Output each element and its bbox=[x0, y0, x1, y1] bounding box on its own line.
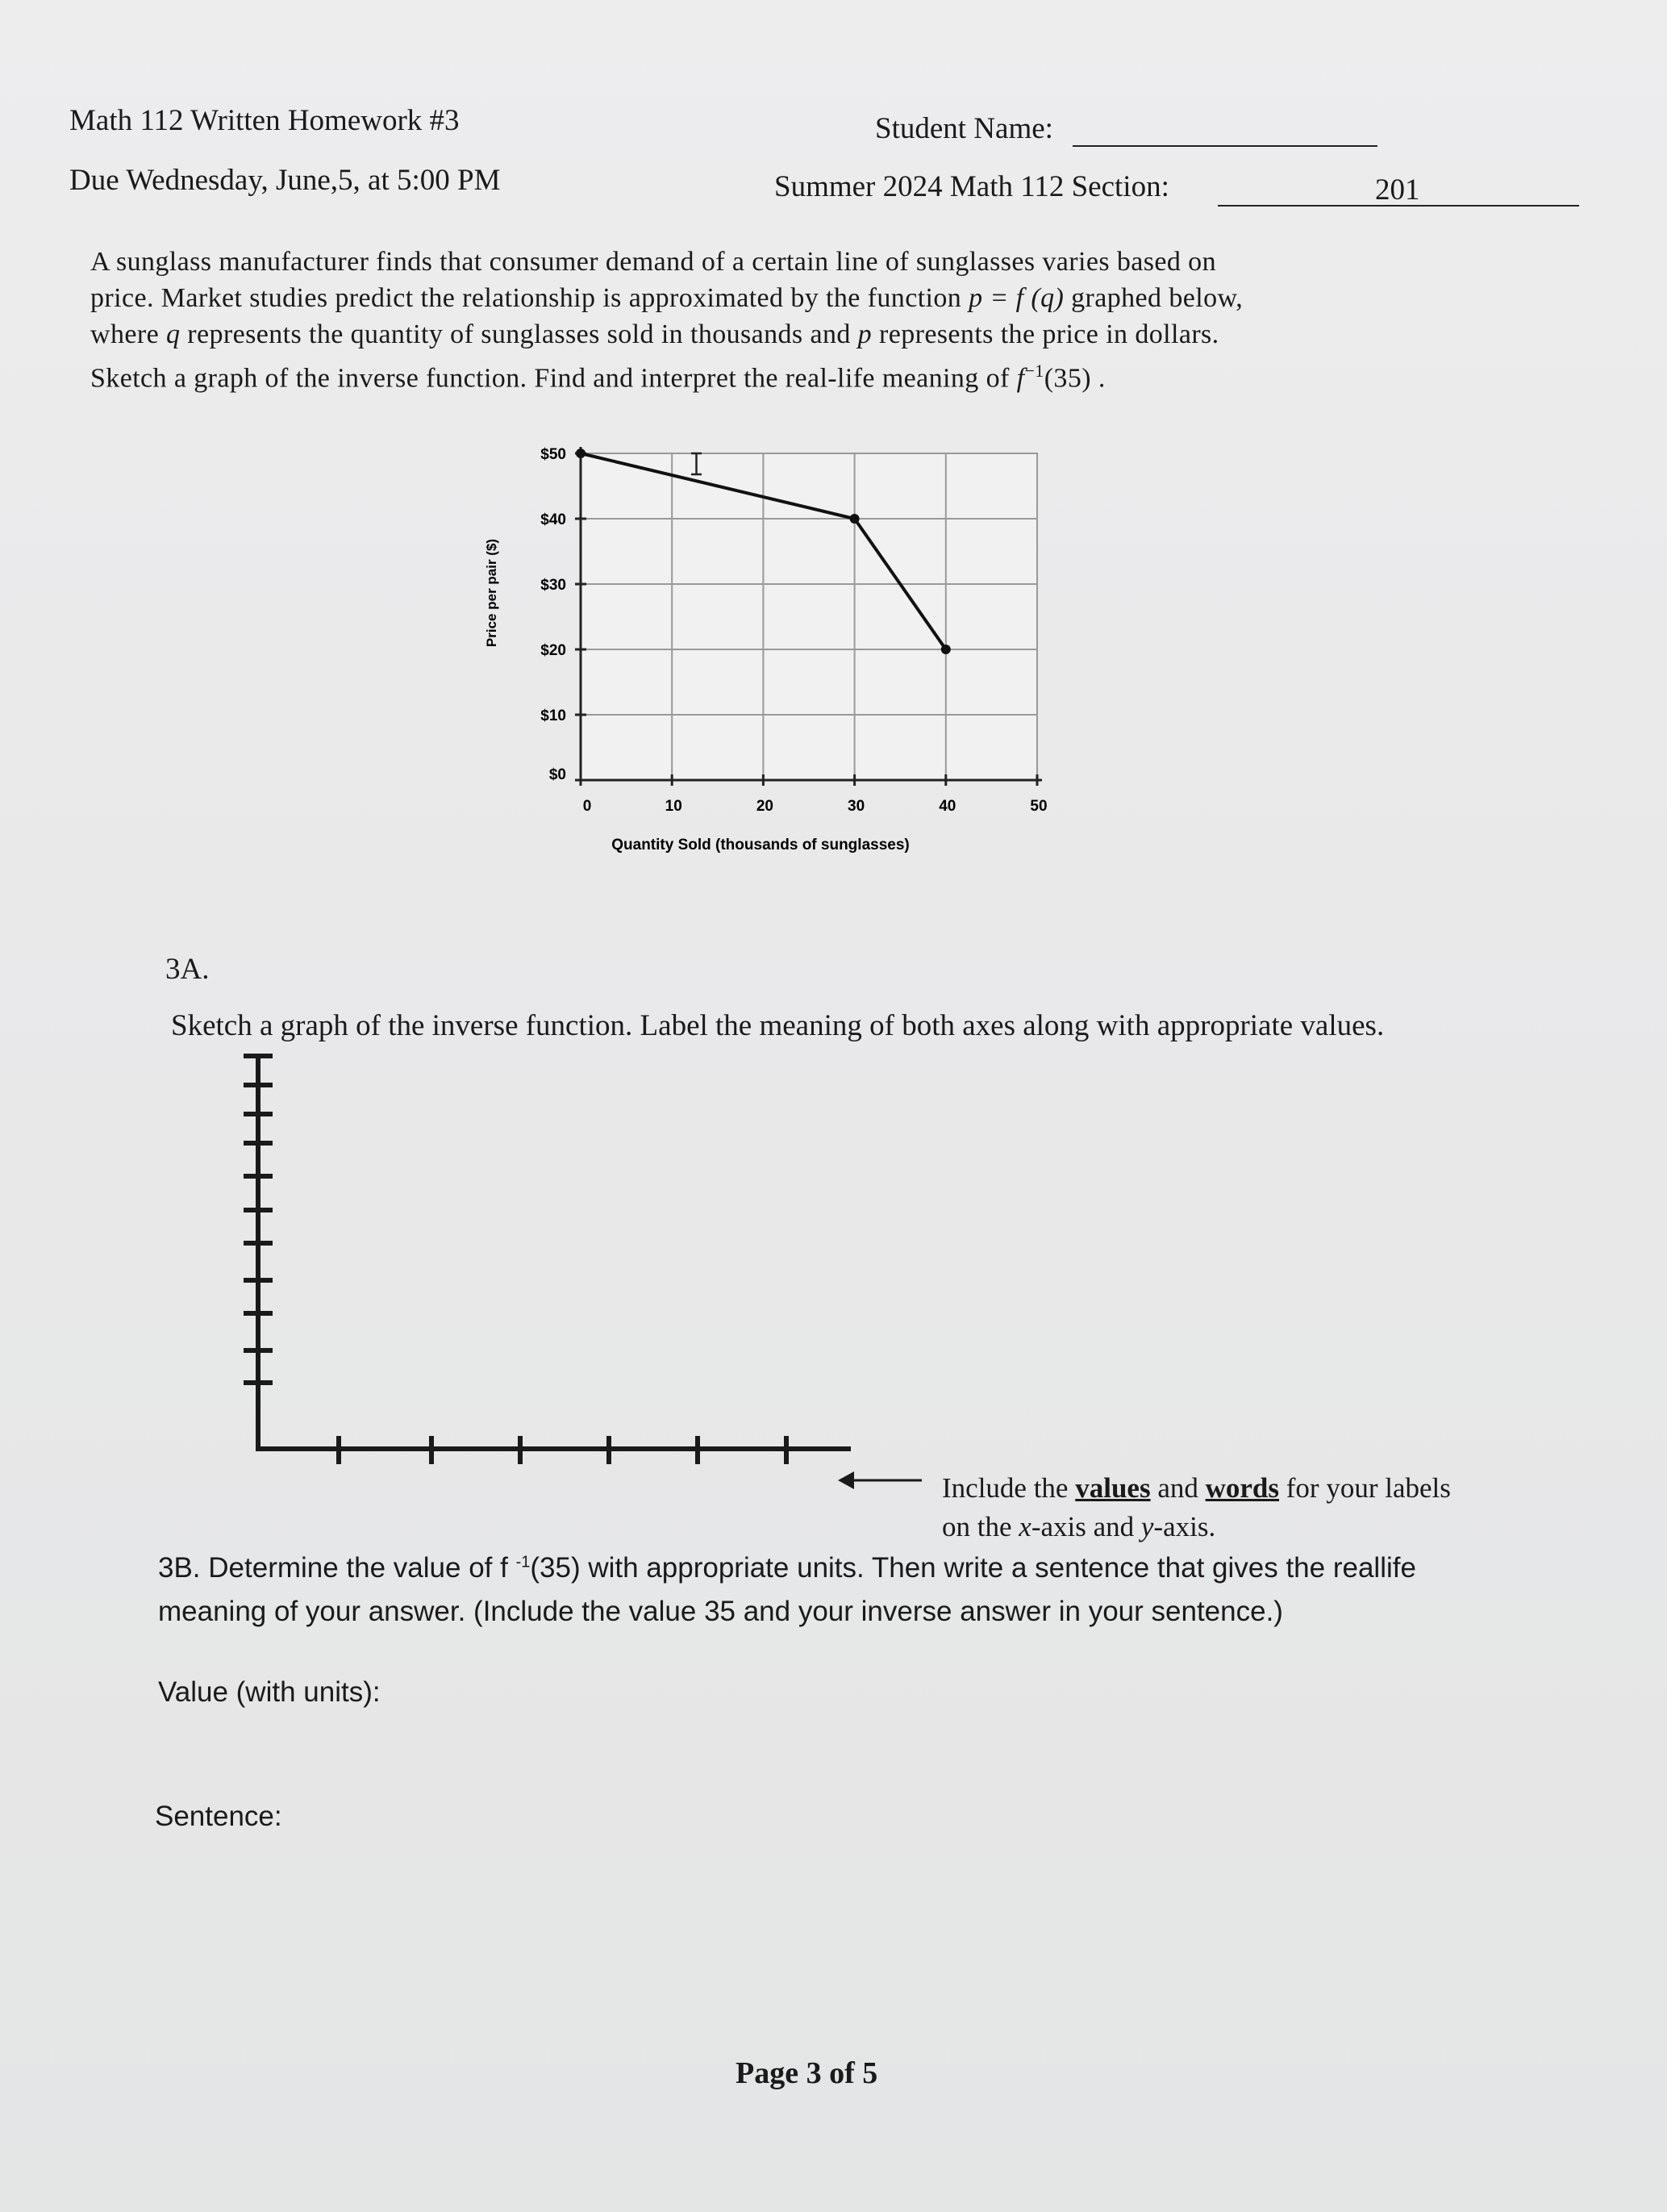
inverse-exponent: −1 bbox=[1024, 361, 1044, 381]
note-text: -axis and bbox=[1031, 1511, 1141, 1542]
demand-chart bbox=[468, 419, 1065, 871]
problem-text: A sunglass manufacturer finds that consumer demand of a certain line of sunglasses varies based on bbox=[90, 247, 1216, 277]
inverse-f: f bbox=[1016, 363, 1025, 394]
sentence-answer-area[interactable] bbox=[155, 1841, 1526, 2018]
chart-x-axis-label: Quantity Sold (thousands of sunglasses) bbox=[611, 837, 910, 853]
label-instruction-note-line2 bbox=[942, 1509, 1215, 1545]
note-text: and bbox=[1150, 1472, 1206, 1504]
chart-x-tick-label: 0 bbox=[582, 798, 592, 815]
sentence-label: Sentence: bbox=[155, 1801, 282, 1832]
label-instruction-note bbox=[942, 1470, 1451, 1506]
student-name-field[interactable] bbox=[1073, 145, 1377, 147]
section-value: 201 bbox=[1375, 173, 1420, 207]
section-label: Summer 2024 Math 112 Section: bbox=[774, 170, 1169, 203]
chart-data-point bbox=[576, 449, 586, 458]
note-text: Include the bbox=[942, 1472, 1076, 1504]
chart-y-axis-label: Price per pair ($) bbox=[484, 538, 499, 648]
chart-data-point bbox=[850, 514, 860, 524]
chart-x-tick-label: 50 bbox=[1030, 798, 1048, 815]
chart-y-tick-label: $40 bbox=[540, 511, 566, 528]
chart-x-tick-label: 10 bbox=[665, 798, 682, 815]
value-answer-area[interactable] bbox=[158, 1717, 1368, 1797]
chart-y-tick-label: $50 bbox=[540, 446, 566, 463]
chart-x-tick-label: 20 bbox=[756, 798, 773, 815]
student-name-label: Student Name: bbox=[875, 112, 1053, 145]
problem-line bbox=[90, 316, 1542, 353]
chart-grid bbox=[581, 453, 1037, 780]
problem-text: where bbox=[90, 319, 166, 349]
sketch-axis-lines bbox=[258, 1056, 851, 1449]
note-text: -axis. bbox=[1153, 1511, 1216, 1542]
note-text: on the bbox=[942, 1511, 1019, 1542]
note-emphasis-words: words bbox=[1205, 1472, 1280, 1504]
problem-line bbox=[90, 244, 1542, 280]
problem-text: price. Market studies predict the relationship is approximated by the function bbox=[90, 283, 969, 313]
note-x-var: x bbox=[1019, 1511, 1031, 1542]
question-3a-label: 3A. bbox=[165, 953, 210, 986]
problem-text: represents the quantity of sunglasses sold in thousands and bbox=[180, 319, 858, 349]
value-label: Value (with units): bbox=[158, 1676, 381, 1708]
chart-data-point bbox=[941, 645, 951, 654]
chart-x-tick-label: 30 bbox=[848, 798, 865, 815]
problem-statement bbox=[90, 244, 1542, 396]
problem-line bbox=[90, 353, 1542, 396]
pointer-arrow-icon bbox=[835, 1464, 923, 1496]
chart-y-tick-label: $30 bbox=[540, 577, 566, 594]
prompt-exponent: -1 bbox=[515, 1553, 531, 1571]
chart-plot-area bbox=[581, 453, 1037, 780]
prompt-text: (35) with appropriate units. Then write a sentence that gives the reallife bbox=[530, 1552, 1416, 1584]
note-y-var: y bbox=[1140, 1511, 1154, 1542]
question-3b-prompt-line2: meaning of your answer. (Include the value 35 and your inverse answer in your sentence.) bbox=[158, 1596, 1283, 1627]
variable-q: q bbox=[165, 319, 181, 349]
problem-text: graphed below, bbox=[1064, 283, 1244, 313]
chart-y-tick-label: $20 bbox=[540, 642, 566, 659]
chart-y-tick-label: $0 bbox=[548, 766, 566, 783]
note-text: for your labels bbox=[1279, 1472, 1451, 1504]
prompt-text: 3B. Determine the value of f bbox=[158, 1552, 516, 1584]
problem-text: represents the price in dollars. bbox=[872, 319, 1219, 349]
course-title: Math 112 Written Homework #3 bbox=[69, 104, 460, 137]
problem-text: (35) . bbox=[1044, 363, 1106, 394]
sketch-axes[interactable] bbox=[234, 1045, 895, 1496]
variable-p: p bbox=[857, 319, 873, 349]
problem-text: Sketch a graph of the inverse function. Find and interpret the real-life meaning of bbox=[90, 363, 1017, 394]
chart-y-tick-label: $10 bbox=[540, 707, 566, 724]
chart-x-tick-label: 40 bbox=[939, 798, 956, 815]
page-number: Page 3 of 5 bbox=[736, 2056, 878, 2090]
question-3a-instruction: Sketch a graph of the inverse function. Label the meaning of both axes along with appropriate values. bbox=[171, 1009, 1385, 1042]
question-3b-prompt bbox=[158, 1552, 1416, 1584]
function-notation: p = f (q) bbox=[969, 283, 1065, 313]
due-date: Due Wednesday, June,5, at 5:00 PM bbox=[69, 164, 501, 197]
note-emphasis-values: values bbox=[1075, 1472, 1151, 1504]
problem-line bbox=[90, 280, 1542, 316]
